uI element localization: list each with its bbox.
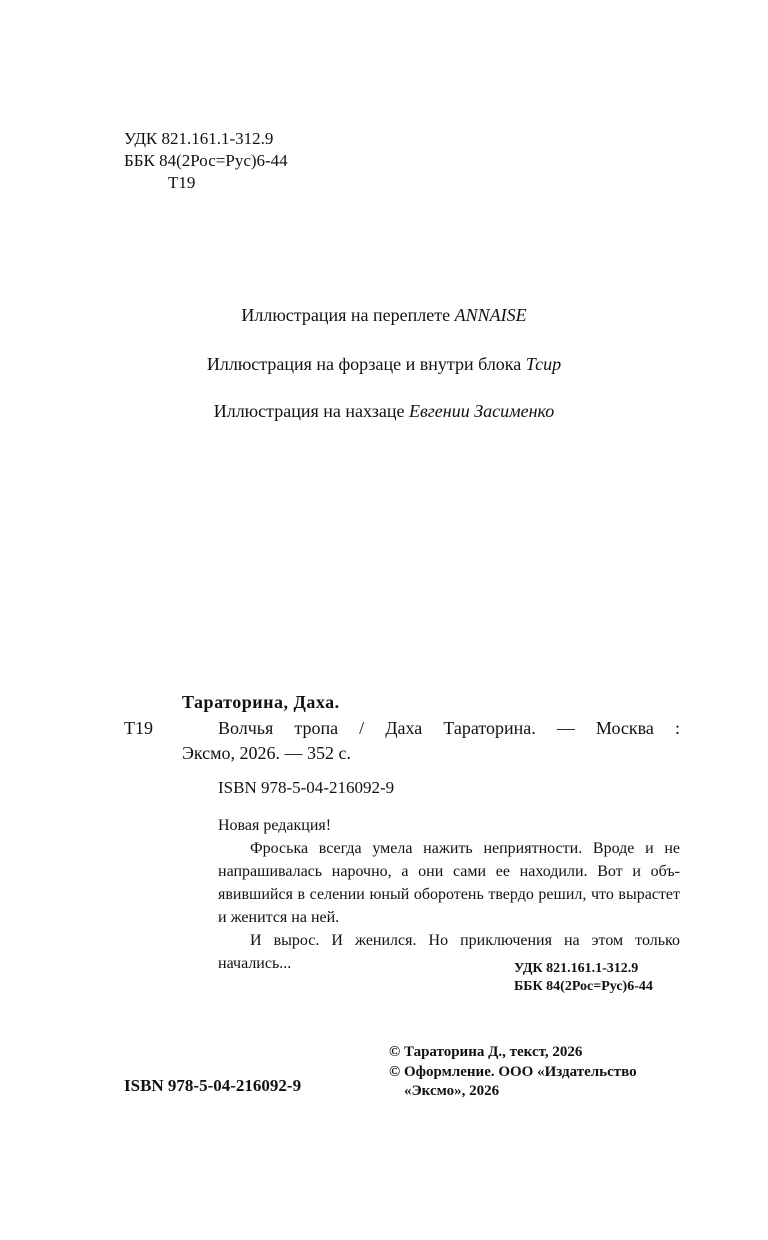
catalog-mark: Т19 [124,718,153,738]
bbk-code: ББК 84(2Рос=Рус)6-44 [124,151,288,170]
credit-line [0,303,768,327]
isbn-bottom: ISBN 978-5-04-216092-9 [124,1076,302,1095]
credit-name: Евгении Засименко [408,401,555,421]
copyright-line: © Тараторина Д., текст, 2026 [389,1044,583,1060]
copyright-line: «Эксмо», 2026 [404,1083,500,1099]
udk-code: УДК 821.161.1-312.9 [124,129,274,148]
author-mark: Т19 [168,173,196,192]
annotation-line: Новая редакция! [218,817,332,834]
catalog-isbn: ISBN 978-5-04-216092-9 [218,778,395,797]
annotation-line: начались... [218,955,292,972]
catalog-udk: УДК 821.161.1-312.9 [514,961,639,976]
catalog-title-line: Эксмо, 2026. — 352 с. [182,743,352,763]
credit-line [0,399,768,423]
annotation [218,814,680,975]
catalog-title-line: Волчья тропа / Даха Тараторина. — Москва : [218,718,680,738]
credit-name: ANNAISE [454,305,527,325]
credit-text: Иллюстрация на форзаце и внутри блока [206,354,526,374]
annotation-paragraph: И вырос. И женился. Но приключения на этом только [250,932,680,949]
annotation-paragraph: Фроська всегда умела нажить неприятности. Вроде и не напрашивалась нарочно, а они сами ее находили. Вот и объ-явившийся в селении юный оборотень твердо решил, что вырастет и женится на ней. [218,840,680,926]
catalog-author: Тараторина, Даха. [182,692,340,712]
credit-line [0,352,768,376]
credit-text: Иллюстрация на переплете [241,305,455,325]
catalog-bbk: ББК 84(2Рос=Рус)6-44 [514,979,653,994]
credit-text: Иллюстрация на нахзаце [213,401,409,421]
copyright-line: © Оформление. ООО «Издательство [389,1064,637,1080]
credit-name: Тсир [525,354,562,374]
